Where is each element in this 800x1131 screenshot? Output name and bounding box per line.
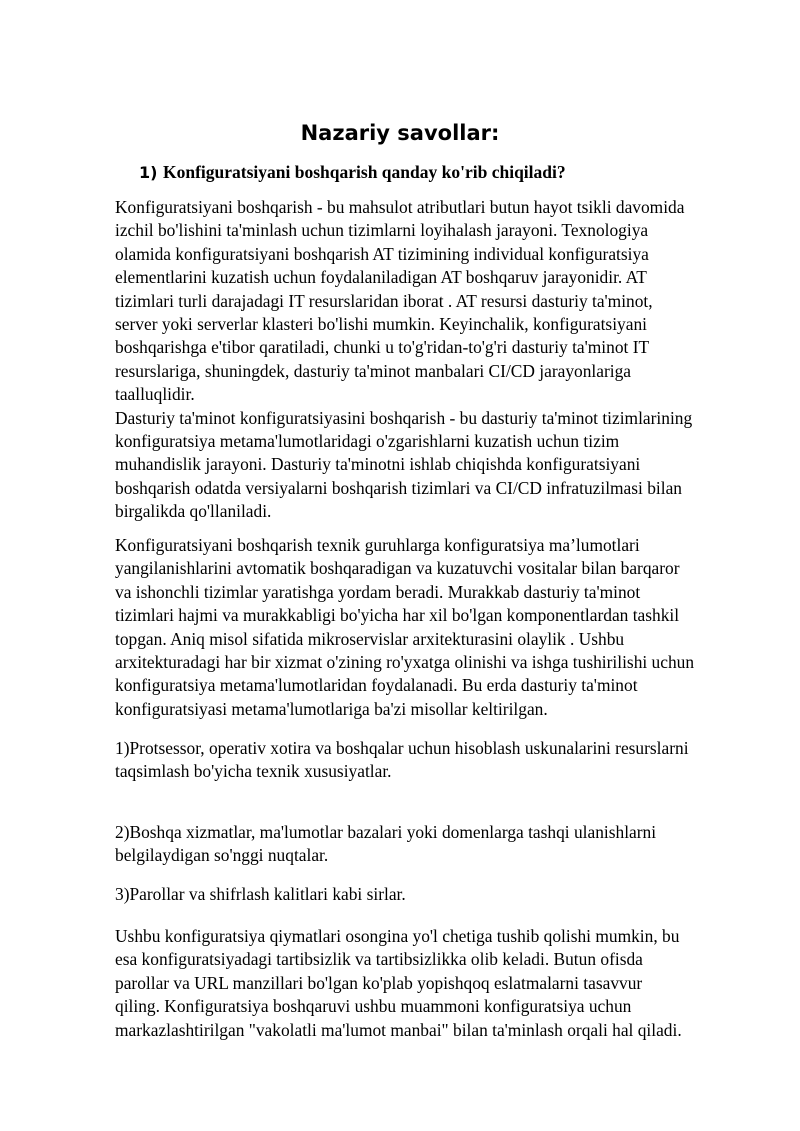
text-line: tizimlari hajmi va murakkabligi bo'yicha har xil bo'lgan komponentlardan tashkil	[115, 605, 680, 626]
text-line: resurslariga, shuningdek, dasturiy ta'minot manbalari CI/CD jarayonlariga	[115, 360, 632, 381]
text-line: arxitekturadagi har bir xizmat o'zining ro'yxatga olinishi va ishga tushirilishi uchun	[115, 652, 695, 673]
list-item-1	[115, 737, 755, 784]
paragraph-2	[115, 534, 755, 721]
text-line: Konfiguratsiyani boshqarish texnik guruhlarga konfiguratsiya ma’lumotlari	[115, 535, 640, 555]
text-line: parollar va URL manzillari bo'lgan ko'plab yopishqoq eslatmalarni tasavvur	[115, 972, 643, 993]
text-line: izchil bo'lishini ta'minlash uchun tizimlarni loyihalash jarayoni. Texnologiya	[115, 220, 649, 241]
text-line: boshqarish odatda versiyalarni boshqarish tizimlari va CI/CD infratuzilmasi bilan	[115, 477, 682, 498]
paragraph-3	[115, 925, 755, 1042]
question-heading	[139, 160, 759, 185]
text-line: konfiguratsiya metama'lumotlaridagi o'zgarishlarni kuzatish uchun tizim	[115, 431, 620, 452]
text-line: va ishonchli tizimlar yaratishga yordam beradi. Murakkab dasturiy ta'minot	[115, 581, 641, 602]
text-line: markazlashtirilgan "vakolatli ma'lumot manbai" bilan ta'minlash orqali hal qiladi.	[115, 1019, 682, 1040]
text-line: taalluqlidir.	[115, 384, 195, 405]
text-line: boshqarishga e'tibor qaratiladi, chunki u to'g'ridan-to'g'ri dasturiy ta'minot IT	[115, 337, 650, 358]
text-line: esa konfiguratsiyadagi tartibsizlik va tartibsizlikka olib keladi. Butun ofisda	[115, 949, 643, 970]
text-line: taqsimlash bo'yicha texnik xususiyatlar.	[115, 761, 392, 782]
text-line: Ushbu konfiguratsiya qiymatlari osongina yo'l chetiga tushib qolishi mumkin, bu	[115, 926, 680, 946]
page-title: Nazariy savollar:	[300, 121, 500, 145]
text-line: elementlarini kuzatish uchun foydalaniladigan AT boshqaruv jarayonidir. AT	[115, 267, 647, 288]
text-line: tizimlari turli darajadagi IT resurslaridan iborat . AT resursi dasturiy ta'minot,	[115, 290, 653, 311]
question-number: 1)	[139, 163, 158, 182]
text-line: yangilanishlarini avtomatik boshqaradigan va kuzatuvchi vositalar bilan barqaror	[115, 558, 680, 579]
text-line: qiling. Konfiguratsiya boshqaruvi ushbu muammoni konfiguratsiya uchun	[115, 996, 632, 1017]
text-line: 3)Parollar va shifrlash kalitlari kabi sirlar.	[115, 884, 406, 904]
list-item-2	[115, 821, 755, 868]
question-text: Konfiguratsiyani boshqarish qanday ko'rib chiqiladi?	[163, 162, 566, 182]
text-line: belgilaydigan so'nggi nuqtalar.	[115, 845, 329, 866]
text-line: olamida konfiguratsiyani boshqarish AT tizimining individual konfiguratsiya	[115, 243, 649, 264]
list-item-3	[115, 883, 755, 906]
text-line: topgan. Aniq misol sifatida mikroservislar arxitekturasini olaylik . Ushbu	[115, 628, 625, 649]
text-line: birgalikda qo'llaniladi.	[115, 501, 272, 522]
text-line: konfiguratsiyasi metama'lumotlariga ba'zi misollar keltirilgan.	[115, 698, 548, 719]
text-line: Konfiguratsiyani boshqarish - bu mahsulot atributlari butun hayot tsikli davomida	[115, 197, 685, 217]
text-line: 1)Protsessor, operativ xotira va boshqalar uchun hisoblash uskunalarini resurslarni	[115, 738, 689, 758]
text-line: 2)Boshqa xizmatlar, ma'lumotlar bazalari yoki domenlarga tashqi ulanishlarni	[115, 822, 657, 842]
text-line: Dasturiy ta'minot konfiguratsiyasini boshqarish - bu dasturiy ta'minot tizimlarining	[115, 407, 693, 428]
paragraph-1	[115, 196, 755, 524]
text-line: muhandislik jarayoni. Dasturiy ta'minotni ishlab chiqishda konfiguratsiyani	[115, 454, 641, 475]
text-line: server yoki serverlar klasteri bo'lishi mumkin. Keyinchalik, konfiguratsiyani	[115, 314, 647, 335]
text-line: konfiguratsiya metama'lumotlaridan foydalanadi. Bu erda dasturiy ta'minot	[115, 675, 638, 696]
